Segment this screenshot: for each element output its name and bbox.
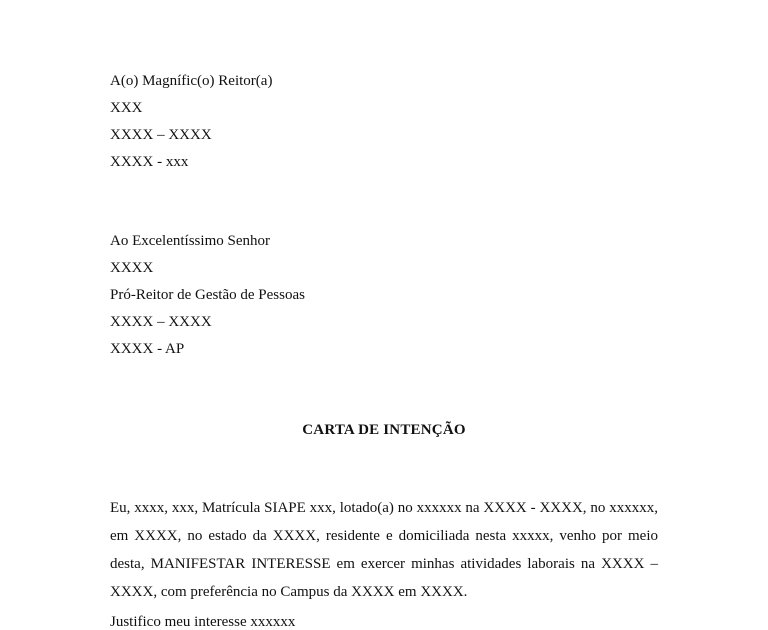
recipient-block: [110, 228, 658, 363]
justification-line: Justifico meu interesse xxxxxx: [110, 614, 296, 630]
recipient-line: XXXX - AP: [110, 341, 185, 357]
recipient-line: Pró-Reitor de Gestão de Pessoas: [110, 287, 305, 303]
sender-line: XXX: [110, 100, 143, 116]
sender-line: XXXX - xxx: [110, 154, 189, 170]
recipient-line: Ao Excelentíssimo Senhor: [110, 233, 270, 249]
body-paragraph: Eu, xxxx, xxx, Matrícula SIAPE xxx, lotado(a) no xxxxxx na XXXX - XXXX, no xxxxxx, em XXXX, no estado da XXXX, residente e domiciliada nesta xxxxx, venho por meio desta, MANIFESTAR INTERESSE em exercer minhas atividades laborais na XXXX – XXXX, com preferência no Campus da XXXX em XXXX.: [110, 500, 658, 600]
document-title: CARTA DE INTENÇÃO: [302, 422, 466, 438]
sender-line: A(o) Magnífic(o) Reitor(a): [110, 73, 273, 89]
sender-block: [110, 68, 658, 176]
recipient-line: XXXX: [110, 260, 154, 276]
sender-line: XXXX – XXXX: [110, 127, 212, 143]
recipient-line: XXXX – XXXX: [110, 314, 212, 330]
